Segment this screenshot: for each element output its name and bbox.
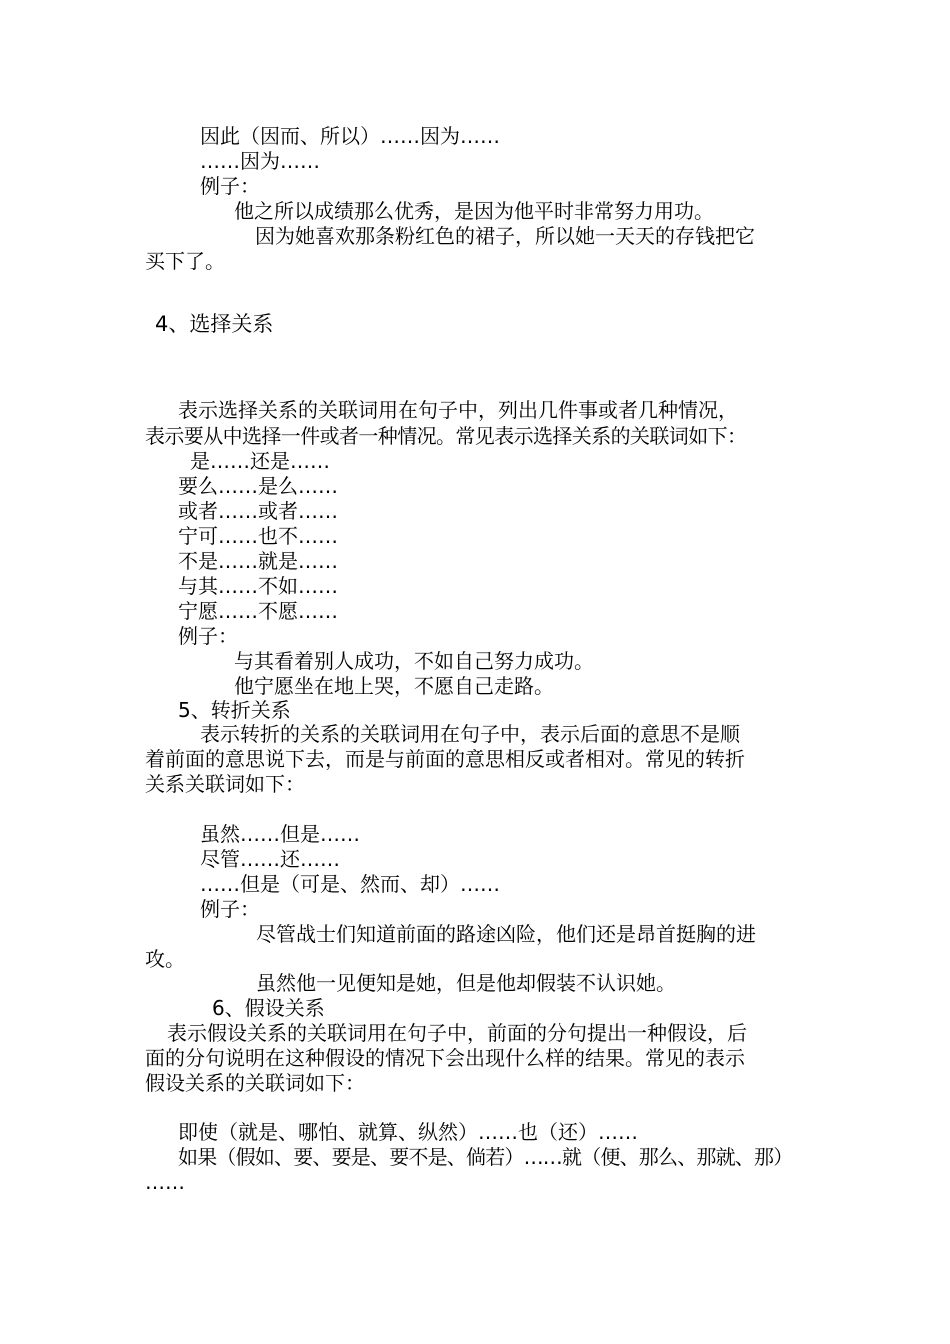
transition-intro-1: 表示转折的关系的关联词用在句子中，表示后面的意思不是顺: [200, 722, 740, 746]
hypothesis-word-2-cont: ……: [145, 1170, 185, 1194]
transition-example-1: 尽管战士们知道前面的路途凶险，他们还是昂首挺胸的进: [256, 922, 756, 946]
choice-example-2: 他宁愿坐在地上哭，不愿自己走路。: [234, 674, 554, 698]
choice-example-label: 例子：: [178, 624, 238, 648]
hypothesis-word-2: 如果（假如、要、要是、要不是、倘若）……就（便、那么、那就、那）: [178, 1145, 793, 1169]
causal-example-1: 他之所以成绩那么优秀，是因为他平时非常努力用功。: [234, 199, 714, 223]
hypothesis-word-1: 即使（就是、哪怕、就算、纵然）……也（还）……: [178, 1120, 638, 1144]
choice-example-1: 与其看着别人成功，不如自己努力成功。: [234, 649, 594, 673]
hypothesis-intro-3: 假设关系的关联词如下：: [145, 1071, 365, 1095]
transition-intro-2: 着前面的意思说下去，而是与前面的意思相反或者相对。常见的转折: [145, 747, 745, 771]
causal-example-label: 例子：: [200, 174, 260, 198]
choice-word-3: 或者……或者……: [178, 499, 338, 523]
transition-example-1-cont: 攻。: [145, 947, 185, 971]
transition-intro-3: 关系关联词如下：: [145, 772, 305, 796]
causal-example-2: 因为她喜欢那条粉红色的裙子，所以她一天天的存钱把它: [255, 224, 755, 248]
transition-word-1: 虽然……但是……: [200, 822, 360, 846]
choice-word-4: 宁可……也不……: [178, 524, 338, 548]
causal-word-2: ……因为……: [200, 149, 320, 173]
transition-word-3: ……但是（可是、然而、却）……: [200, 872, 500, 896]
causal-word-1: 因此（因而、所以）……因为……: [200, 124, 500, 148]
choice-word-1: 是……还是……: [190, 449, 330, 473]
choice-word-2: 要么……是么……: [178, 474, 338, 498]
choice-word-7: 宁愿……不愿……: [178, 599, 338, 623]
choice-intro-2: 表示要从中选择一件或者一种情况。常见表示选择关系的关联词如下：: [145, 424, 747, 448]
hypothesis-heading: 6、假设关系: [212, 996, 325, 1020]
choice-intro-1: 表示选择关系的关联词用在句子中，列出几件事或者几种情况，: [178, 398, 738, 422]
transition-word-2: 尽管……还……: [200, 847, 340, 871]
causal-example-2-cont: 买下了。: [145, 249, 225, 273]
choice-heading: 4、选择关系: [155, 312, 274, 336]
transition-example-label: 例子：: [200, 897, 260, 921]
choice-word-5: 不是……就是……: [178, 549, 338, 573]
transition-example-2: 虽然他一见便知是她，但是他却假装不认识她。: [256, 971, 676, 995]
transition-heading: 5、转折关系: [178, 698, 291, 722]
choice-word-6: 与其……不如……: [178, 574, 338, 598]
hypothesis-intro-1: 表示假设关系的关联词用在句子中，前面的分句提出一种假设，后: [167, 1021, 747, 1045]
hypothesis-intro-2: 面的分句说明在这种假设的情况下会出现什么样的结果。常见的表示: [145, 1046, 745, 1070]
